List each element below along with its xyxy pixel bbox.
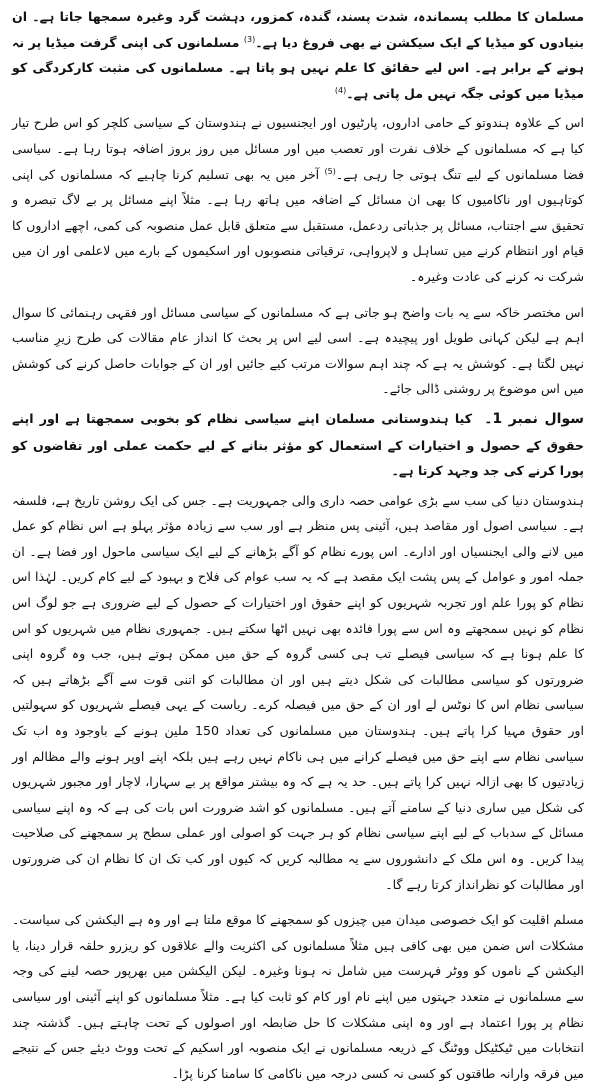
paragraph-text: مسلم اقلیت کو ایک خصوصی میدان میں چیزوں کو سمجھنے کا موقع ملتا ہے اور وہ ہے الیکشن کی سیاست۔ مشکلات اس ضمن میں بھی کافی ہیں مثلاً مسلمانوں کی اکثریت والے علاقوں کو ریزرو حلقہ قرار دینا، یا الیکشن کے ناموں کو ووٹر فہرست میں شامل نہ ہونا وغیرہ۔ لیکن الیکشن میں بھرپور حصہ لینے کی وجہ سے مسلمانوں نے متعدد جہتوں میں اپنے نام اور کام کو ثابت کیا ہے۔ مثلاً مسلمانوں کو اپنے آئینی اور سیاسی نظام پر پورا اعتماد ہے اور وہ اپنی مشکلات کا حل ضابطہ اور اصولوں کے تحت چاہتے ہیں۔ گذشتہ چند انتخابات میں ٹیکٹیکل ووٹنگ کے ذریعہ مسلمانوں نے ایک منصوبہ اور اسکیم کے تحت ووٹ دیئے جس کے نتیجے میں فرقہ وارانہ طاقتوں کو کسی نہ کسی درجہ میں ناکامی کا سامنا کرنا پڑا۔: [12, 912, 584, 1081]
footnote-reference: (5): [324, 166, 336, 176]
paragraph-text: اس کے علاوہ ہندوتو کے حامی اداروں، پارٹیوں اور ایجنسیوں نے ہندوستان کے سیاسی کلچر کو اس طرح تیار کیا ہے کہ مسلمانوں کے خلاف نفرت اور تعصب میں اور مسائل میں روز بروز اضافہ ہوتا رہا ہے۔ سیاسی فضا مسلمانوں کے لیے تنگ ہوتی جا رہی ہے۔: [12, 115, 584, 182]
paragraph-text: کیا ہندوستانی مسلمان اپنے سیاسی نظام کو بخوبی سمجھتا ہے اور اپنے حقوق کے حصول و اختیارات کے استعمال کو مؤثر بنانے کے لیے حکمت عملی اور تقاضوں کو پورا کرنے کی جد وجہد کرتا ہے۔: [12, 410, 584, 479]
paragraph: [12, 4, 584, 106]
question-label: سوال نمبر 1۔: [484, 410, 584, 427]
paragraph: [12, 300, 584, 402]
footnote-reference: (4): [334, 85, 347, 95]
paragraph-text: مسلمان کا مطلب پسماندہ، شدت پسند، گندہ، کمزور، دہشت گرد وغیرہ سمجھا جاتا ہے۔ ان بنیادوں کو میڈیا کے ایک سیکشن نے بھی فروغ دیا ہے۔: [12, 9, 584, 50]
paragraph: [12, 110, 584, 289]
paragraph-text: ہندوستان دنیا کی سب سے بڑی عوامی حصہ داری والی جمہوریت ہے۔ جس کی ایک روشن تاریخ ہے، فلسفہ ہے۔ سیاسی اصول اور مقاصد ہیں، آئینی پس منظر ہے اور سب سے زیادہ مؤثر پہلو ہے اس نظام کو عمل میں لانے والی ایجنسیاں اور ادارے۔ اس پورے نظام کو آگے بڑھانے کے لیے ایک سیاسی ماحول اور فضا ہے۔ ان جملہ امور و عوامل کے پس پشت ایک مقصد ہے کہ یہ سب عوام کی فلاح و بہبود کے لیے کام کریں۔ لہٰذا اس نظام کو پورا علم اور تجربہ شہریوں کو اپنے حقوق اور اختیارات کے حصول کے لیے ضروری ہے جو لوگ اس نظام کو نہیں سمجھتے وہ اس سے پورا فائدہ بھی نہیں اٹھا سکتے ہیں۔ جمہوری نظام میں شہریوں کو اس کا علم ہونا ہے کہ سیاسی فیصلے تب ہی کسی گروہ کے حق میں ممکن ہوتے ہیں، جب وہ گروہ اپنی ضرورتوں کو سیاسی مطالبات کی شکل دیتے ہیں اور ان مطالبات کو اتنی قوت سے آگے بڑھاتے ہیں کہ سیاسی نظام اس کا نوٹس لے اور ان کے حق میں فیصلہ کرے۔ ریاست کے یہی فیصلے شہریوں کو سہولتیں اور حقوق مہیا کرا پاتے ہیں۔ ہندوستان میں مسلمانوں کی تعداد 150 ملین ہونے کے باوجود وہ اب تک سیاسی نظام سے اپنے حق میں فیصلے کرانے میں ہی ناکام نہیں رہے ہیں بلکہ اپنے اوپر ہونے والے مظالم اور زیادتیوں کا بھی ازالہ نہیں کرا پاتے ہیں۔ حد یہ ہے کہ وہ بیشتر مواقع پر بے سہارا، لاچار اور مجبور شہریوں کی شکل میں ساری دنیا کے سامنے آتے ہیں۔ مسلمانوں کو اشد ضرورت اس بات کی ہے کہ وہ اپنے سیاسی مسائل کے سدباب کے لیے اپنے سیاسی نظام کو ہر جہت کو اصولی اور عملی سطح پر سمجھنے کی صلاحیت پیدا کریں۔ وہ اس ملک کے دانشوروں سے یہ مطالبہ کریں کہ کیوں اور کب تک ان کا نظام ان کی ضرورتوں اور مطالبات کو نظرانداز کرتا رہے گا۔: [12, 492, 585, 892]
paragraph: [12, 406, 584, 484]
paragraph-text: اس مختصر خاکہ سے یہ بات واضح ہو جاتی ہے کہ مسلمانوں کے سیاسی مسائل اور فقہی رہنمائی کا سوال اہم ہے لیکن کہانی طویل اور پیچیدہ ہے۔ اسی لیے اس پر بحث کا انداز عام مقالات کی طرح زیرِ مناسب نہیں لگتا ہے۔ کوشش یہ ہے کہ چند اہم سوالات مرتب کیے جائیں اور ان کے جوابات حاصل کرنے کی کوشش میں اس موضوع پر روشنی ڈالی جائے۔: [12, 304, 584, 397]
paragraph-text: مسلمانوں کی اپنی گرفت میڈیا پر نہ ہونے کے برابر ہے۔ اس لیے حقائق کا علم نہیں ہو پاتا ہے۔ مسلمانوں کی مثبت کارکردگی کو میڈیا میں کوئی جگہ نہیں مل پاتی ہے۔: [12, 34, 584, 101]
paragraph-text: آخر میں یہ بھی تسلیم کرنا چاہیے کہ مسلمانوں کی اپنی کوتاہیوں اور ناکامیوں کا بھی ان مسائل کے اضافہ میں ہاتھ رہا ہے۔ مثلاً اپنے مسائل پر بے لاگ تبصرہ و تحقیق سے اجتناب، مسائل پر جذباتی ردعمل، مستقبل سے متعلق قابل عمل منصوبہ کی کمی، اچھے اداروں کا قیام اور انتظام کرنے میں تساہل و لاپرواہی، ترقیاتی منصوبوں اور اسکیموں کے بارے میں لاعلمی اور ان میں شرکت نہ کرنے کی عادت وغیرہ۔: [12, 166, 584, 284]
paragraph: [12, 488, 584, 898]
footnote-reference: (3): [243, 34, 256, 44]
paragraph: [12, 907, 584, 1086]
